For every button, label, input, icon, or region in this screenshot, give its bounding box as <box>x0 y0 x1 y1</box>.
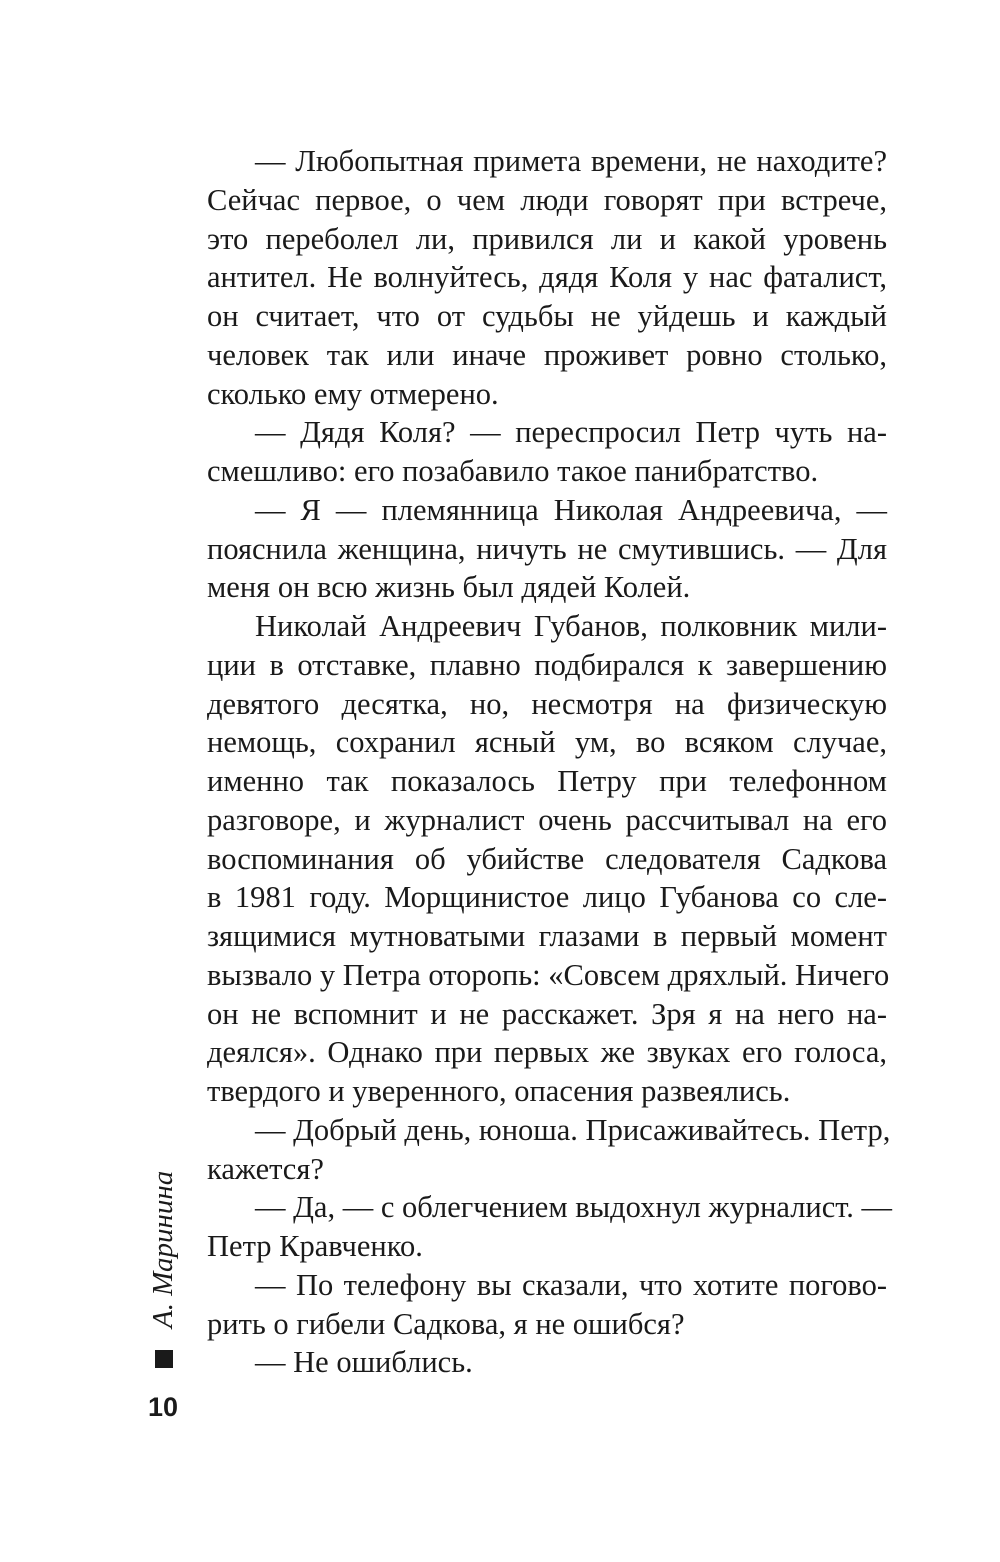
text-line: Николай Андреевич Губанов, полковник мили- <box>255 609 887 643</box>
page-number: 10 <box>148 1392 179 1422</box>
text-line: — Добрый день, юноша. Присаживайтесь. Петр, <box>255 1112 891 1147</box>
text-line: человек так или иначе проживет ровно столько, <box>207 337 887 372</box>
text-line: именно так показалось Петру при телефонном <box>207 764 887 798</box>
text-line: зящимися мутноватыми глазами в первый момент <box>207 919 887 953</box>
text-line: пояснила женщина, ничуть не смутившись. — Для <box>207 531 887 566</box>
text-line: кажется? <box>207 1151 324 1186</box>
text-line: он не вспомнит и не расскажет. Зря я на него на- <box>207 996 887 1031</box>
page-marker-square <box>155 1350 173 1368</box>
text-line: в 1981 году. Морщинистое лицо Губанова со сле- <box>207 880 887 915</box>
text-line: — Не ошиблись. <box>255 1345 473 1380</box>
text-line: смешливо: его позабавило такое панибратство. <box>207 454 819 488</box>
text-line: Сейчас первое, о чем люди говорят при встрече, <box>207 182 887 217</box>
text-line: вызвало у Петра оторопь: «Совсем дряхлый. Ничего <box>207 957 890 992</box>
text-line: — Дядя Коля? — переспросил Петр чуть на- <box>255 415 887 450</box>
text-line: деялся». Однако при первых же звуках его голоса, <box>207 1035 887 1070</box>
text-line: он считает, что от судьбы не уйдешь и каждый <box>207 299 887 333</box>
text-line: — Да, — с облегчением выдохнул журналист. — <box>255 1190 893 1225</box>
text-line: воспоминания об убийстве следователя Садкова <box>207 841 887 876</box>
body-text <box>207 142 893 1382</box>
text-line: антител. Не волнуйтесь, дядя Коля у нас фаталист, <box>207 260 887 295</box>
text-line: сколько ему отмерено. <box>207 376 499 411</box>
text-line: немощь, сохранил ясный ум, во всяком случае, <box>207 725 887 760</box>
text-line: девятого десятка, но, несмотря на физическую <box>207 686 887 721</box>
text-line: твердого и уверенного, опасения развеялись. <box>207 1074 791 1108</box>
running-head-author: А. Маринина <box>147 1170 179 1328</box>
text-line: меня он всю жизнь был дядей Колей. <box>207 570 691 605</box>
text-line: — По телефону вы сказали, что хотите погово- <box>255 1267 887 1302</box>
text-line: разговоре, и журналист очень рассчитывал на его <box>207 802 887 837</box>
text-line: это переболел ли, привился ли и какой уровень <box>207 221 887 256</box>
text-line: ции в отставке, плавно подбирался к завершению <box>207 647 887 682</box>
text-line: — Любопытная примета времени, не находите? <box>255 144 887 178</box>
text-line: рить о гибели Садкова, я не ошибся? <box>207 1306 685 1341</box>
text-line: — Я — племянница Николая Андреевича, — <box>255 492 887 527</box>
text-line: Петр Кравченко. <box>207 1229 423 1263</box>
